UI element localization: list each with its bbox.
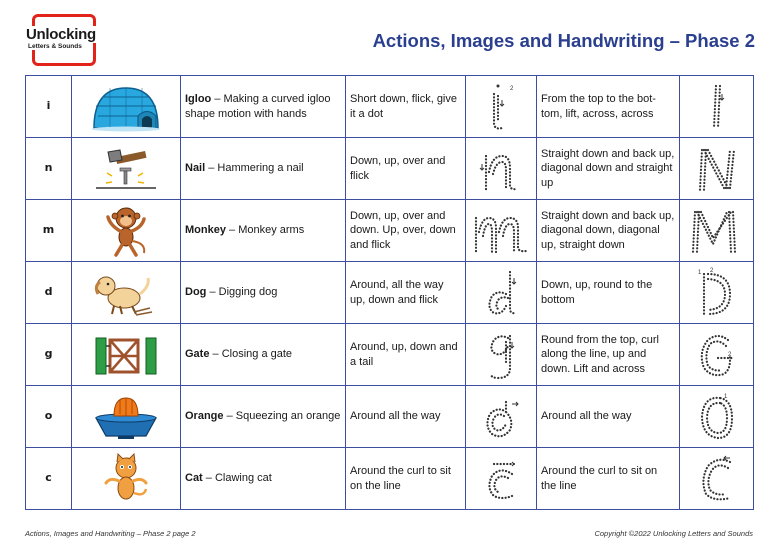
action-cell (181, 76, 346, 138)
svg-text:1: 1 (697, 269, 701, 276)
keyword: Gate (185, 348, 210, 361)
cat-icon (72, 448, 181, 510)
letter-cell: n (26, 138, 72, 200)
keyword: Cat (185, 472, 203, 485)
long-instruction-cell: Straight down and back up, diagonal down, diagonal up, straight down (537, 200, 680, 262)
handwriting-lowercase-i (466, 76, 537, 138)
keyword: Dog (185, 286, 207, 299)
letter-cell: o (26, 386, 72, 448)
logo-subtext: Letters & Sounds (28, 43, 82, 50)
footer-copyright: Copyright ©2022 Unlocking Letters and Sounds (594, 529, 753, 538)
handwriting-capital-i (680, 76, 754, 138)
letter-cell: g (26, 324, 72, 386)
handwriting-capital-g (680, 324, 754, 386)
letter-cell: d (26, 262, 72, 324)
action-text: – Monkey arms (225, 224, 305, 237)
keyword: Igloo (185, 93, 212, 105)
svg-text:2: 2 (510, 85, 514, 92)
handwriting-lowercase-n (466, 138, 537, 200)
dog-icon (72, 262, 181, 324)
gate-icon (72, 324, 181, 386)
svg-text:2: 2 (709, 267, 713, 274)
monkey-icon (72, 200, 181, 262)
short-instruction-cell: Around the curl to sit on the line (346, 448, 466, 510)
footer-page-label: Actions, Images and Handwriting – Phase 2 page 2 (25, 529, 196, 538)
action-text: – Squeezing an orange (223, 410, 341, 423)
letter-cell: m (26, 200, 72, 262)
letter-cell: c (26, 448, 72, 510)
short-instruction-cell: Around all the way (346, 386, 466, 448)
logo (24, 14, 102, 68)
short-instruction-cell: Around, up, down and a tail (346, 324, 466, 386)
keyword: Monkey (185, 224, 226, 237)
table-row (26, 448, 754, 510)
svg-text:1: 1 (723, 393, 727, 400)
handwriting-lowercase-c (466, 448, 537, 510)
action-text: – Hammering a nail (205, 162, 304, 175)
short-instruction-cell: Around, all the way up, down and flick (346, 262, 466, 324)
keyword: Orange (185, 410, 224, 423)
short-instruction-cell: Short down, flick, give it a dot (346, 76, 466, 138)
table-row (26, 386, 754, 448)
long-instruction-cell: Straight down and back up, diagonal down and straight up (537, 138, 680, 200)
handwriting-lowercase-o (466, 386, 537, 448)
phonics-table (25, 75, 754, 510)
handwriting-lowercase-m (466, 200, 537, 262)
short-instruction-cell: Down, up, over and flick (346, 138, 466, 200)
action-cell (181, 262, 346, 324)
action-cell (181, 324, 346, 386)
long-instruction-cell: From the top to the bot- tom, lift, across, across (537, 76, 680, 138)
action-text: – Making a curved igloo shape motion with hands (185, 93, 331, 120)
igloo-icon (72, 76, 181, 138)
short-instruction-cell: Down, up, over and down. Up, over, down and flick (346, 200, 466, 262)
nail-icon (72, 138, 181, 200)
logo-text: Unlocking (26, 26, 96, 43)
page-title: Actions, Images and Handwriting – Phase 2 (372, 30, 755, 51)
long-instruction-cell: Around the curl to sit on the line (537, 448, 680, 510)
handwriting-capital-m (680, 200, 754, 262)
letter-cell: i (26, 76, 72, 138)
table-row (26, 324, 754, 386)
long-instruction-cell: Around all the way (537, 386, 680, 448)
long-instruction-cell: Round from the top, curl along the line, up and down. Lift and across (537, 324, 680, 386)
table-row (26, 200, 754, 262)
orange-squeezer-icon (72, 386, 181, 448)
action-cell (181, 448, 346, 510)
handwriting-capital-d (680, 262, 754, 324)
handwriting-capital-o (680, 386, 754, 448)
action-text: – Digging dog (206, 286, 278, 299)
table-row (26, 138, 754, 200)
long-instruction-cell: Down, up, round to the bottom (537, 262, 680, 324)
handwriting-lowercase-g (466, 324, 537, 386)
action-cell (181, 138, 346, 200)
table-row (26, 262, 754, 324)
action-cell (181, 200, 346, 262)
svg-text:2: 2 (727, 351, 731, 358)
action-text: – Closing a gate (209, 348, 293, 361)
action-text: – Clawing cat (202, 472, 272, 485)
handwriting-lowercase-d (466, 262, 537, 324)
action-cell (181, 386, 346, 448)
handwriting-capital-c (680, 448, 754, 510)
handwriting-capital-n (680, 138, 754, 200)
keyword: Nail (185, 162, 206, 175)
table-row (26, 76, 754, 138)
